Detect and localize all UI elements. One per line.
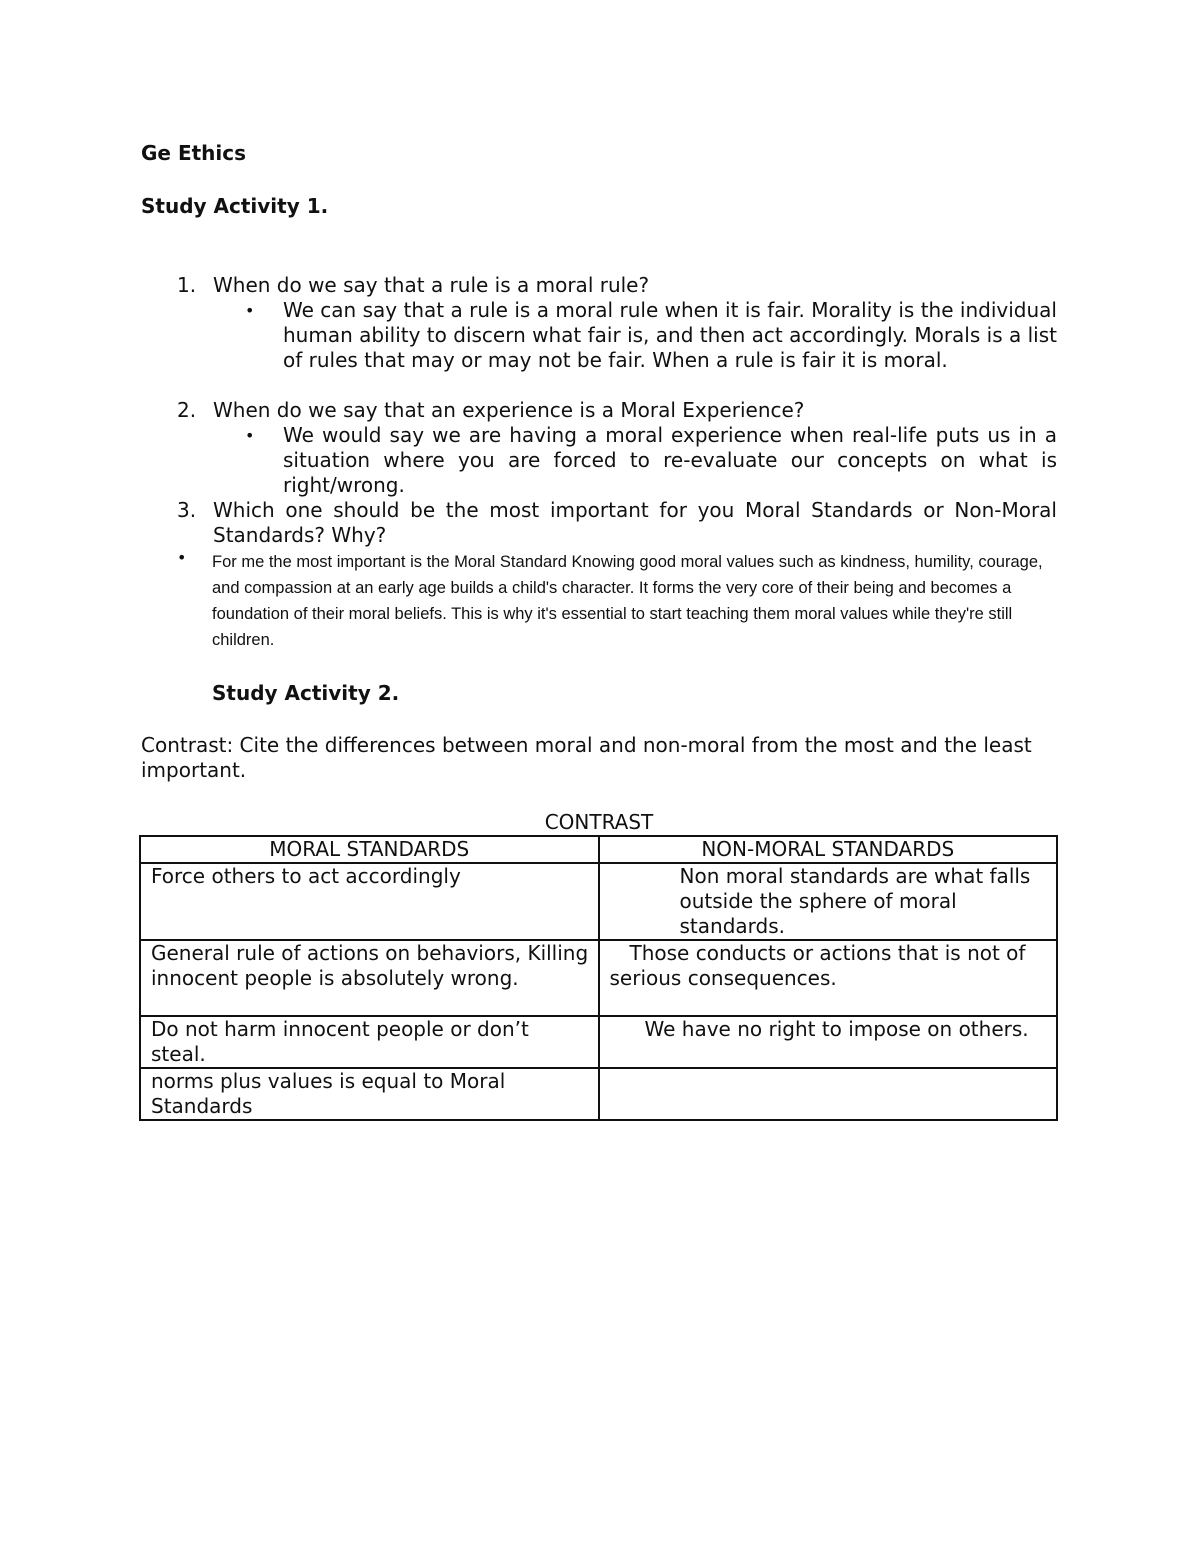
- contrast-prompt: Contrast: Cite the differences between moral and non-moral from the most and the least important.: [141, 733, 1032, 782]
- question-3-text: Which one should be the most important for you Moral Standards or Non-Moral Standards? Why?: [213, 498, 1057, 547]
- question-2-text: When do we say that an experience is a Moral Experience?: [213, 398, 805, 422]
- table-row: [140, 940, 1057, 1016]
- column-header-moral: MORAL STANDARDS: [140, 836, 599, 863]
- table-cell-non-moral: Those conducts or actions that is not of serious consequences.: [599, 940, 1058, 1016]
- question-1-text: When do we say that a rule is a moral rule?: [213, 273, 650, 297]
- table-caption: CONTRAST: [544, 810, 654, 834]
- answer-3-text: For me the most important is the Moral Standard Knowing good moral values such as kindness, humility, courage, and compassion at an early age builds a child's character. It forms the very core of their being and becomes a foundation of their moral beliefs. This is why it's essential to start teaching them moral values while they're still children.: [212, 553, 1043, 649]
- column-header-non-moral: NON-MORAL STANDARDS: [599, 836, 1058, 863]
- table-cell-non-moral: Non moral standards are what falls outside the sphere of moral standards.: [599, 863, 1058, 940]
- question-2-number: 2.: [177, 398, 197, 422]
- table-cell-non-moral: [599, 1068, 1058, 1120]
- table-cell-moral: Force others to act accordingly: [140, 863, 599, 940]
- answer-2-text: We would say we are having a moral experience when real-life puts us in a situation where you are forced to re-evaluate our concepts on what is right/wrong.: [283, 423, 1057, 497]
- table-cell-moral: General rule of actions on behaviors, Killing innocent people is absolutely wrong.: [140, 940, 599, 1016]
- question-3: [177, 498, 1057, 548]
- table-cell-non-moral: We have no right to impose on others.: [599, 1016, 1058, 1068]
- bullet-icon: •: [177, 548, 187, 567]
- bullet-icon: •: [245, 301, 255, 320]
- answer-3: [177, 549, 1057, 653]
- table-header-row: [140, 836, 1057, 863]
- table-row: [140, 1068, 1057, 1120]
- answer-1-text: We can say that a rule is a moral rule when it is fair. Morality is the individual human ability to discern what fair is, and then act accordingly. Morals is a list of rules that may or may not be fair. When a rule is fair it is moral.: [283, 298, 1057, 372]
- table-row: [140, 863, 1057, 940]
- bullet-icon: •: [245, 426, 255, 445]
- contrast-table: [139, 835, 1058, 1121]
- question-1: [177, 273, 1057, 298]
- table-cell-moral: norms plus values is equal to Moral Standards: [140, 1068, 599, 1120]
- table-row: [140, 1016, 1057, 1068]
- question-3-number: 3.: [177, 498, 197, 522]
- study-activity-2-heading: Study Activity 2.: [212, 681, 400, 705]
- answer-1: [245, 298, 1057, 373]
- table-cell-moral: Do not harm innocent people or don’t steal.: [140, 1016, 599, 1068]
- question-2: [177, 398, 1057, 423]
- answer-2: [245, 423, 1057, 498]
- question-1-number: 1.: [177, 273, 197, 297]
- study-activity-1-heading: Study Activity 1.: [141, 194, 329, 218]
- document-title: Ge Ethics: [141, 141, 247, 165]
